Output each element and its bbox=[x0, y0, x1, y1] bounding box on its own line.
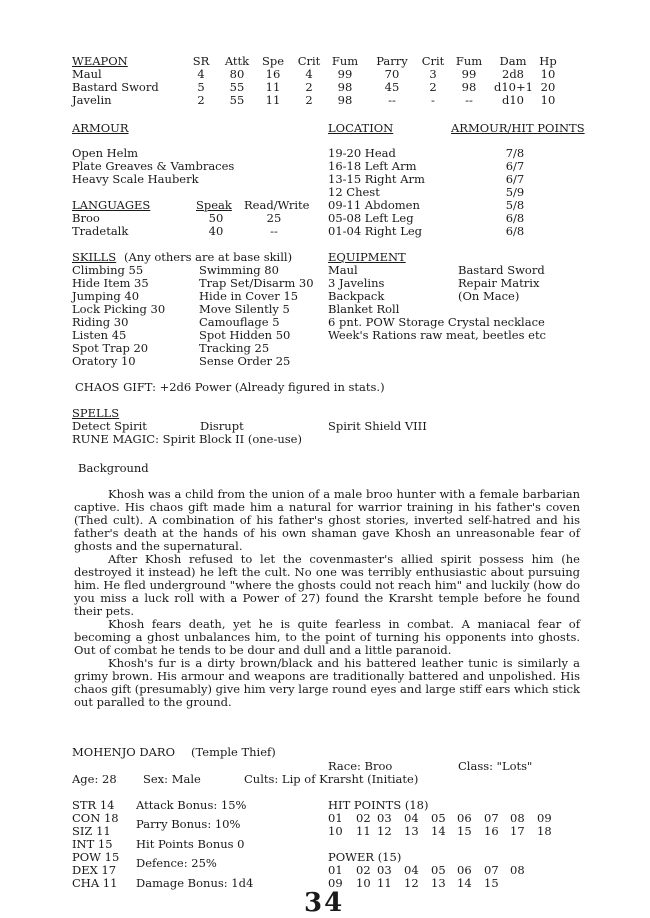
table-cell: 99 bbox=[337, 67, 353, 81]
table-cell: 2 bbox=[197, 93, 205, 107]
table-cell: 10 bbox=[540, 67, 556, 81]
stat-item: DEX 17 bbox=[72, 863, 117, 877]
power-box: 07 bbox=[484, 863, 499, 877]
weapon-header-spe: Spe bbox=[261, 54, 285, 68]
weapon-heading: WEAPON bbox=[72, 54, 128, 68]
spell-item: Detect Spirit bbox=[72, 419, 147, 433]
power-box: 12 bbox=[404, 876, 419, 890]
location-row: 09-11 Abdomen bbox=[328, 198, 420, 212]
location-row: 16-18 Left Arm bbox=[328, 159, 417, 173]
character-name: MOHENJO DARO bbox=[72, 745, 175, 759]
hit-points-bonus: Hit Points Bonus 0 bbox=[136, 837, 245, 851]
hit-point-box: 09 bbox=[537, 811, 552, 825]
power-box: 14 bbox=[457, 876, 472, 890]
location-points: 5/9 bbox=[505, 185, 525, 199]
languages-header-speak: Speak bbox=[196, 198, 232, 212]
power-box: 06 bbox=[457, 863, 472, 877]
stat-item: SIZ 11 bbox=[72, 824, 111, 838]
page-number: 34 bbox=[304, 888, 345, 918]
character-race: Race: Broo bbox=[328, 759, 393, 773]
equipment-item: 6 pnt. POW Storage Crystal necklace bbox=[328, 315, 545, 329]
weapon-header-dam: Dam bbox=[499, 54, 527, 68]
paragraph-text: Khosh's fur is a dirty brown/black and his battered leather tunic is similarly a grimy brown. His armour and weapons are traditionally battered and unpolished. His chaos gift (presumably) give him very large round eyes and large stiff ears which stick out paralled to the ground. bbox=[74, 656, 580, 709]
hit-point-box: 07 bbox=[484, 811, 499, 825]
skill-item: Listen 45 bbox=[72, 328, 127, 342]
location-row: 05-08 Left Leg bbox=[328, 211, 414, 225]
hit-point-box: 13 bbox=[404, 824, 419, 838]
skill-item: Move Silently 5 bbox=[199, 302, 290, 316]
table-cell: 20 bbox=[540, 80, 556, 94]
damage-bonus: Damage Bonus: 1d4 bbox=[136, 876, 254, 890]
table-cell: -- bbox=[388, 93, 396, 107]
character-title: (Temple Thief) bbox=[191, 745, 276, 759]
background-paragraph bbox=[74, 553, 580, 618]
weapon-header-sr: SR bbox=[192, 54, 210, 68]
table-cell: 2 bbox=[305, 80, 313, 94]
language-name: Tradetalk bbox=[72, 224, 129, 238]
paragraph-text: Khosh was a child from the union of a male broo hunter with a female barbarian captive. His chaos gift made him a natural for warrior training in his father's coven (Thed cult). A combination of his father's ghost stories, inverted self-hatred and his father's death at the hands of his own shaman gave Khosh an unreasonable fear of ghosts and the supernatural. bbox=[74, 487, 580, 553]
power-box: 02 bbox=[356, 863, 371, 877]
table-cell: 3 bbox=[429, 67, 437, 81]
table-cell: 99 bbox=[461, 67, 477, 81]
hit-point-box: 06 bbox=[457, 811, 472, 825]
location-points: 6/8 bbox=[505, 211, 525, 225]
skill-item: Spot Hidden 50 bbox=[199, 328, 291, 342]
power-box: 13 bbox=[431, 876, 446, 890]
weapon-row-bastard-sword: Bastard Sword bbox=[72, 80, 159, 94]
hit-point-box: 11 bbox=[356, 824, 371, 838]
location-points: 6/7 bbox=[505, 172, 525, 186]
power-box: 11 bbox=[377, 876, 392, 890]
background-paragraph bbox=[74, 618, 580, 657]
language-name: Broo bbox=[72, 211, 100, 225]
table-cell: 98 bbox=[337, 80, 353, 94]
equipment-item: (On Mace) bbox=[458, 289, 520, 303]
weapon-header-hp: Hp bbox=[539, 54, 557, 68]
table-cell: 98 bbox=[337, 93, 353, 107]
equipment-item: Bastard Sword bbox=[458, 263, 545, 277]
hit-points-heading: HIT POINTS (18) bbox=[328, 798, 429, 812]
background-paragraph bbox=[74, 657, 580, 709]
skill-item: Swimming 80 bbox=[199, 263, 279, 277]
skill-item: Trap Set/Disarm 30 bbox=[199, 276, 314, 290]
location-points: 7/8 bbox=[505, 146, 525, 160]
power-box: 08 bbox=[510, 863, 525, 877]
equipment-item: Repair Matrix bbox=[458, 276, 540, 290]
attack-bonus: Attack Bonus: 15% bbox=[136, 798, 247, 812]
character-class: Class: "Lots" bbox=[458, 759, 533, 773]
skill-item: Lock Picking 30 bbox=[72, 302, 166, 316]
skills-note: (Any others are at base skill) bbox=[124, 250, 293, 264]
table-cell: 98 bbox=[461, 80, 477, 94]
paragraph-text: Khosh fears death, yet he is quite fearless in combat. A maniacal fear of becoming a ghost unbalances him, to the point of turning his opponents into ghosts. Out of combat he tends to be dour and dull and a little paranoid. bbox=[74, 617, 580, 657]
weapon-row-maul: Maul bbox=[72, 67, 102, 81]
table-cell: - bbox=[431, 93, 435, 107]
skill-item: Tracking 25 bbox=[199, 341, 270, 355]
armour-item: Heavy Scale Hauberk bbox=[72, 172, 199, 186]
skill-item: Jumping 40 bbox=[72, 289, 140, 303]
table-cell: 10 bbox=[540, 93, 556, 107]
armour-item: Open Helm bbox=[72, 146, 139, 160]
location-row: 01-04 Right Leg bbox=[328, 224, 422, 238]
skill-item: Hide in Cover 15 bbox=[199, 289, 299, 303]
stat-item: STR 14 bbox=[72, 798, 115, 812]
armour-heading: ARMOUR bbox=[72, 121, 129, 135]
hit-point-box: 10 bbox=[328, 824, 343, 838]
table-cell: d10+1 bbox=[494, 80, 533, 94]
location-heading: LOCATION bbox=[328, 121, 394, 135]
hit-point-box: 16 bbox=[484, 824, 499, 838]
weapon-header-fum: Fum bbox=[331, 54, 359, 68]
table-cell: 4 bbox=[305, 67, 313, 81]
table-cell: 55 bbox=[229, 80, 245, 94]
power-heading: POWER (15) bbox=[328, 850, 402, 864]
table-cell: 2 bbox=[429, 80, 437, 94]
skill-item: Camouflage 5 bbox=[199, 315, 280, 329]
table-cell: 11 bbox=[265, 93, 281, 107]
character-cults: Cults: Lip of Krarsht (Initiate) bbox=[244, 772, 419, 786]
background-heading: Background bbox=[78, 461, 149, 475]
location-row: 19-20 Head bbox=[328, 146, 396, 160]
skill-item: Oratory 10 bbox=[72, 354, 136, 368]
location-points: 6/8 bbox=[505, 224, 525, 238]
language-speak: 40 bbox=[208, 224, 224, 238]
stat-item: INT 15 bbox=[72, 837, 113, 851]
stat-item: CHA 11 bbox=[72, 876, 118, 890]
spells-heading: SPELLS bbox=[72, 406, 120, 420]
language-readwrite: -- bbox=[270, 224, 278, 238]
power-box: 01 bbox=[328, 863, 343, 877]
skill-item: Riding 30 bbox=[72, 315, 129, 329]
language-speak: 50 bbox=[208, 211, 224, 225]
equipment-item: Blanket Roll bbox=[328, 302, 400, 316]
character-age: Age: 28 bbox=[72, 772, 117, 786]
character-sex: Sex: Male bbox=[143, 772, 201, 786]
weapon-row-javelin: Javelin bbox=[72, 93, 112, 107]
hit-point-box: 01 bbox=[328, 811, 343, 825]
armour-item: Plate Greaves & Vambraces bbox=[72, 159, 235, 173]
stat-item: CON 18 bbox=[72, 811, 119, 825]
power-box: 09 bbox=[328, 876, 343, 890]
skill-item: Sense Order 25 bbox=[199, 354, 291, 368]
stat-item: POW 15 bbox=[72, 850, 120, 864]
skills-heading: SKILLS bbox=[72, 250, 117, 264]
parry-bonus: Parry Bonus: 10% bbox=[136, 817, 241, 831]
skill-item: Climbing 55 bbox=[72, 263, 144, 277]
hit-point-box: 14 bbox=[431, 824, 446, 838]
table-cell: -- bbox=[465, 93, 473, 107]
chaos-gift: CHAOS GIFT: +2d6 Power (Already figured in stats.) bbox=[75, 380, 385, 394]
table-cell: 55 bbox=[229, 93, 245, 107]
equipment-heading: EQUIPMENT bbox=[328, 250, 406, 264]
hit-point-box: 08 bbox=[510, 811, 525, 825]
languages-heading: LANGUAGES bbox=[72, 198, 151, 212]
power-box: 15 bbox=[484, 876, 499, 890]
hit-point-box: 17 bbox=[510, 824, 525, 838]
rune-magic: RUNE MAGIC: Spirit Block II (one-use) bbox=[72, 432, 302, 446]
weapon-header-attk: Attk bbox=[224, 54, 250, 68]
weapon-header-fum2: Fum bbox=[455, 54, 483, 68]
power-box: 03 bbox=[377, 863, 392, 877]
language-readwrite: 25 bbox=[266, 211, 282, 225]
table-cell: 16 bbox=[265, 67, 281, 81]
location-row: 13-15 Right Arm bbox=[328, 172, 425, 186]
spell-item: Spirit Shield VIII bbox=[328, 419, 427, 433]
location-points: 5/8 bbox=[505, 198, 525, 212]
equipment-item: Maul bbox=[328, 263, 358, 277]
equipment-item: 3 Javelins bbox=[328, 276, 385, 290]
table-cell: d10 bbox=[502, 93, 524, 107]
table-cell: 4 bbox=[197, 67, 205, 81]
weapon-header-crit: Crit bbox=[297, 54, 321, 68]
power-box: 04 bbox=[404, 863, 419, 877]
hit-point-box: 05 bbox=[431, 811, 446, 825]
table-cell: 2d8 bbox=[502, 67, 524, 81]
location-points: 6/7 bbox=[505, 159, 525, 173]
hit-point-box: 02 bbox=[356, 811, 371, 825]
power-box: 10 bbox=[356, 876, 371, 890]
skill-item: Spot Trap 20 bbox=[72, 341, 149, 355]
defence: Defence: 25% bbox=[136, 856, 217, 870]
weapon-header-parry: Parry bbox=[376, 54, 408, 68]
spell-item: Disrupt bbox=[200, 419, 244, 433]
table-cell: 2 bbox=[305, 93, 313, 107]
location-row: 12 Chest bbox=[328, 185, 380, 199]
equipment-item: Week's Rations raw meat, beetles etc bbox=[328, 328, 547, 342]
skill-item: Hide Item 35 bbox=[72, 276, 149, 290]
table-cell: 80 bbox=[229, 67, 245, 81]
hit-point-box: 15 bbox=[457, 824, 472, 838]
equipment-item: Backpack bbox=[328, 289, 385, 303]
paragraph-text: After Khosh refused to let the covenmaster's allied spirit possess him (he destroyed it instead) he left the cult. No one was terribly enthusiastic about pursuing him. He fled underground "where the ghosts could not reach him" and luckily (how do you miss a luck roll with a Power of 27) found the Krarsht temple before he found their pets. bbox=[74, 552, 580, 618]
table-cell: 70 bbox=[384, 67, 400, 81]
hit-point-box: 12 bbox=[377, 824, 392, 838]
armour-hit-points-heading: ARMOUR/HIT POINTS bbox=[451, 121, 585, 135]
hit-point-box: 03 bbox=[377, 811, 392, 825]
weapon-header-crit2: Crit bbox=[421, 54, 445, 68]
table-cell: 5 bbox=[197, 80, 205, 94]
table-cell: 11 bbox=[265, 80, 281, 94]
hit-point-box: 04 bbox=[404, 811, 419, 825]
power-box: 05 bbox=[431, 863, 446, 877]
table-cell: 45 bbox=[384, 80, 400, 94]
languages-header-readwrite: Read/Write bbox=[244, 198, 310, 212]
background-paragraph bbox=[74, 488, 580, 553]
hit-point-box: 18 bbox=[537, 824, 552, 838]
